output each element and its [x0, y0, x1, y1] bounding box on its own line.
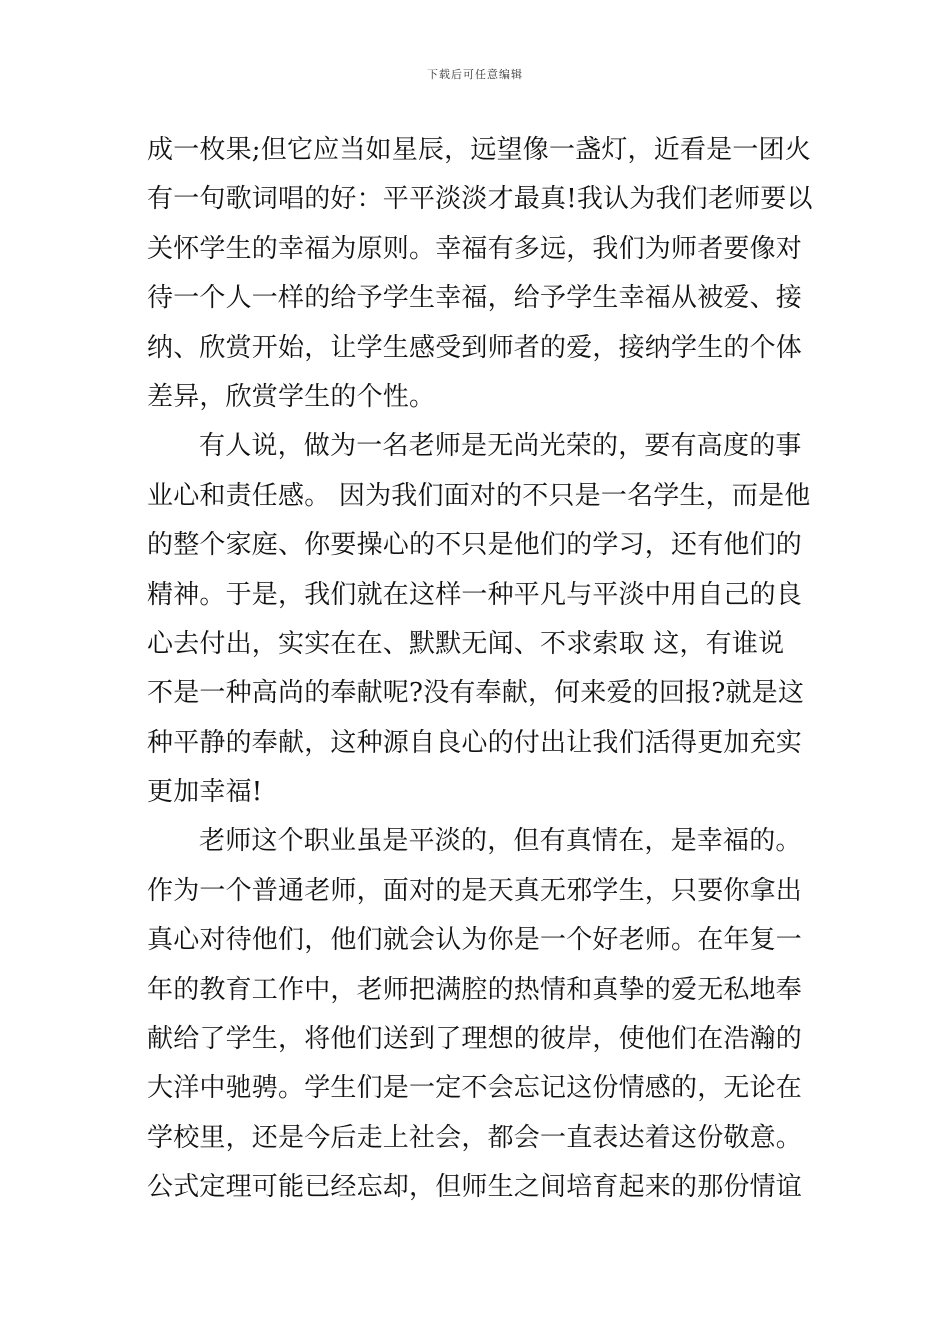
text-line: 有一句歌词唱的好：平平淡淡才最真!我认为我们老师要以	[147, 184, 813, 215]
text-line: 学校里，还是今后走上社会，都会一直表达着这份敬意。	[147, 1122, 803, 1153]
text-line: 更加幸福!	[147, 777, 263, 808]
text-line: 年的教育工作中，老师把满腔的热情和真挚的爱无私地奉	[147, 974, 803, 1005]
text-line: 心去付出，实实在在、默默无闻、不求索取 这，有谁说	[147, 628, 785, 659]
text-line: 不是一种高尚的奉献呢?没有奉献，何来爱的回报?就是这	[147, 678, 805, 709]
text-line: 大洋中驰骋。学生们是一定不会忘记这份情感的，无论在	[147, 1073, 803, 1104]
text-line: 的整个家庭、你要操心的不只是他们的学习，还有他们的	[147, 530, 803, 561]
text-line: 成一枚果;但它应当如星辰，远望像一盏灯，近看是一团火	[147, 135, 811, 165]
text-line: 业心和责任感。 因为我们面对的不只是一名学生，而是他	[147, 480, 811, 511]
text-line: 有人说，做为一名老师是无尚光荣的，要有高度的事	[199, 431, 802, 462]
text-line: 种平静的奉献，这种源自良心的付出让我们活得更加充实	[147, 727, 803, 758]
text-line: 待一个人一样的给予学生幸福，给予学生幸福从被爱、接	[147, 283, 803, 314]
text-line: 献给了学生，将他们送到了理想的彼岸，使他们在浩瀚的	[147, 1024, 803, 1055]
page-header: 下载后可任意编辑	[427, 68, 523, 81]
text-line: 作为一个普通老师，面对的是天真无邪学生，只要你拿出	[147, 875, 803, 906]
text-line: 老师这个职业虽是平淡的，但有真情在，是幸福的。	[199, 826, 802, 857]
document-body	[147, 126, 812, 1213]
text-line: 关怀学生的幸福为原则。幸福有多远，我们为师者要像对	[147, 233, 803, 264]
text-line: 真心对待他们，他们就会认为你是一个好老师。在年复一	[147, 925, 803, 956]
text-line: 差异，欣赏学生的个性。	[147, 381, 436, 412]
text-line: 纳、欣赏开始，让学生感受到师者的爱，接纳学生的个体	[147, 332, 803, 363]
text-line: 精神。于是，我们就在这样一种平凡与平淡中用自己的良	[147, 579, 803, 610]
text-line: 公式定理可能已经忘却，但师生之间培育起来的那份情谊	[147, 1172, 803, 1203]
